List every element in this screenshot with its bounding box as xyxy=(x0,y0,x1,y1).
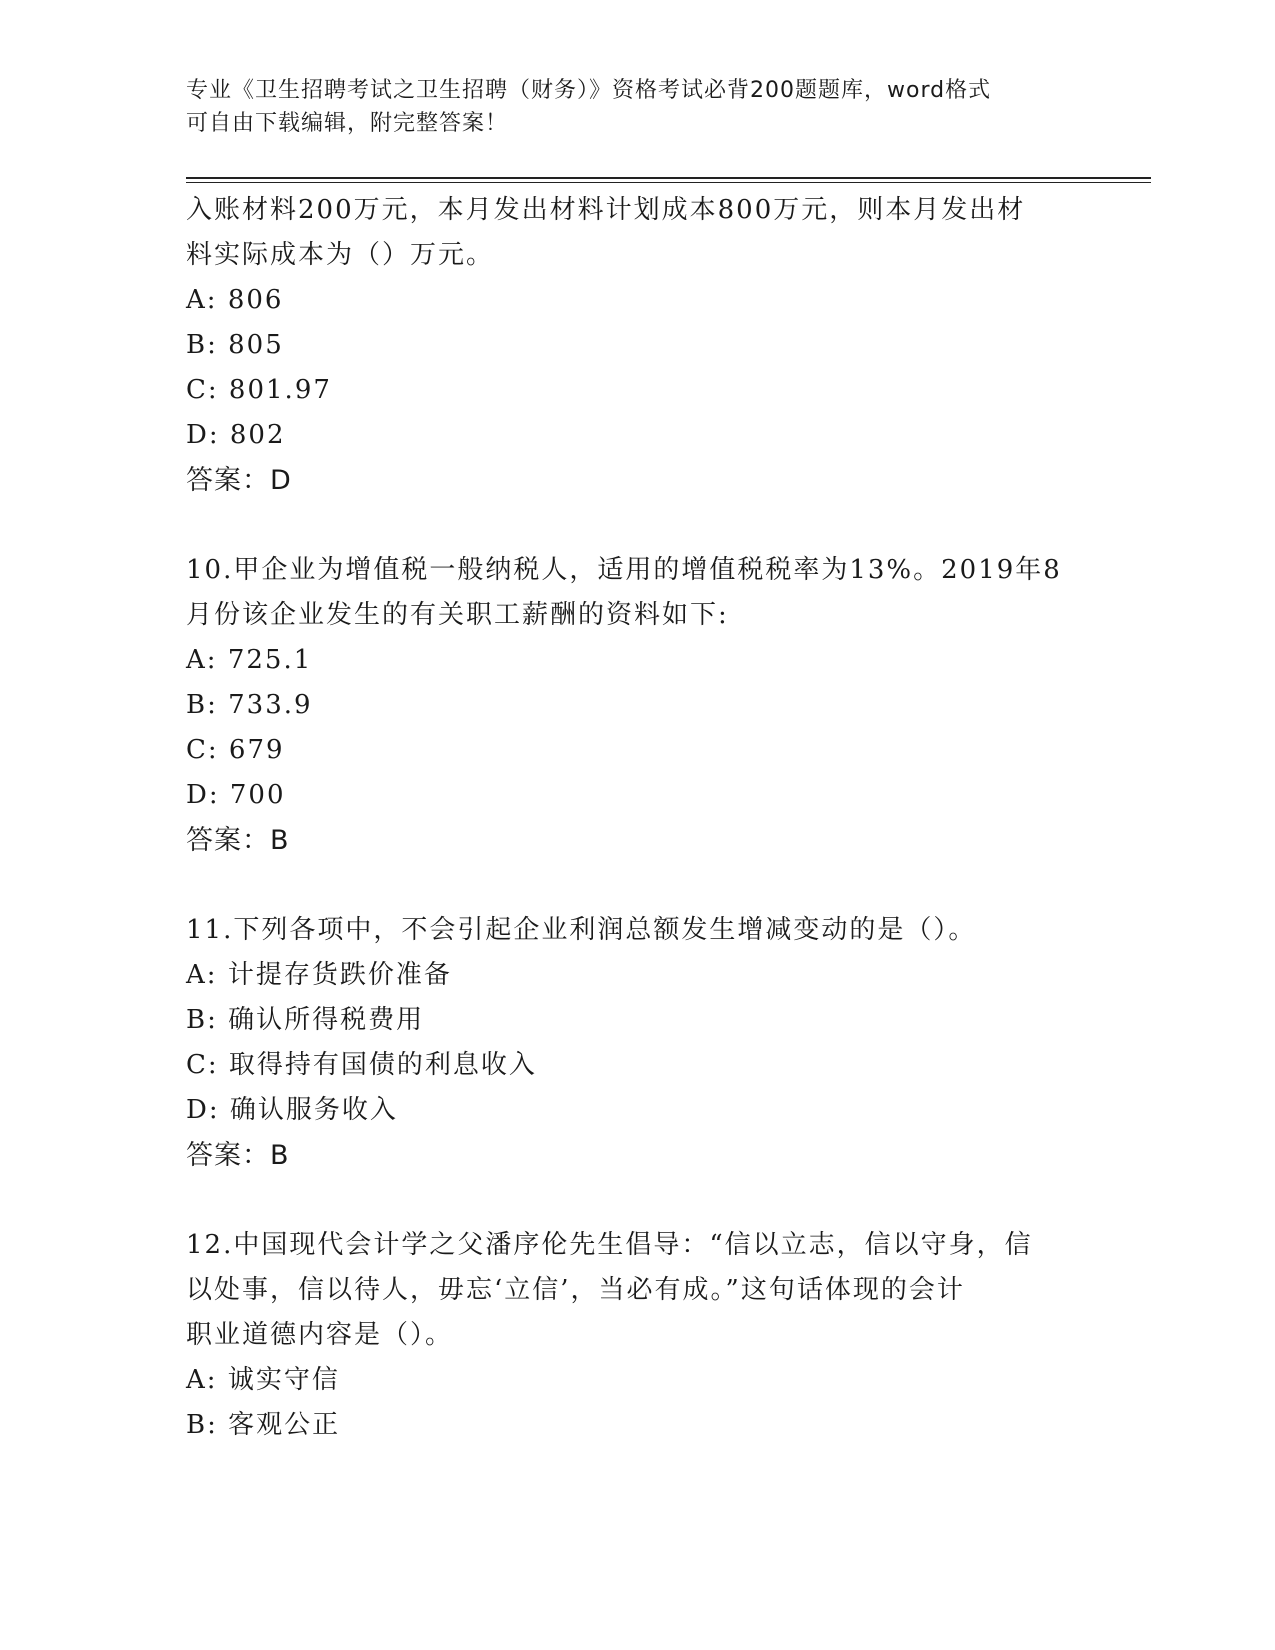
option-text: 679 xyxy=(228,735,285,765)
option-label: B: xyxy=(186,1410,218,1440)
option-text: 确认所得税费用 xyxy=(228,1005,425,1035)
answer-line: 答案：D xyxy=(186,465,292,496)
option-text: 805 xyxy=(228,330,284,360)
option-text: 诚实守信 xyxy=(227,1365,340,1395)
option-text: 确认服务收入 xyxy=(229,1095,398,1125)
question-stem-line: 10.甲企业为增值税一般纳税人，适用的增值税税率为13%。2019年8 xyxy=(186,555,1062,585)
option-a xyxy=(186,278,1086,323)
question-stem-line: 11.下列各项中，不会引起企业利润总额发生增减变动的是（）。 xyxy=(186,915,977,945)
option-label: B: xyxy=(186,1005,218,1035)
answer-line: 答案：B xyxy=(186,825,290,856)
option-label: B: xyxy=(186,330,218,360)
document-header xyxy=(186,74,1066,140)
option-b xyxy=(186,683,1086,728)
option-label: D: xyxy=(186,780,220,810)
option-text: 取得持有国债的利息收入 xyxy=(228,1050,537,1080)
question-10 xyxy=(186,548,1086,863)
option-text: 计提存货跌价准备 xyxy=(227,960,452,990)
option-b xyxy=(186,1403,1086,1448)
option-a xyxy=(186,638,1086,683)
option-label: C: xyxy=(186,375,219,405)
question-stem-line: 料实际成本为（）万元。 xyxy=(186,240,495,270)
header-line-2: 可自由下载编辑，附完整答案！ xyxy=(186,111,509,136)
question-stem-line: 入账材料200万元，本月发出材料计划成本800万元，则本月发出材 xyxy=(186,195,1026,225)
option-text: 801.97 xyxy=(228,375,332,405)
option-b xyxy=(186,998,1086,1043)
question-stem-line: 月份该企业发生的有关职工薪酬的资料如下: xyxy=(186,600,729,630)
option-d xyxy=(186,413,1086,458)
option-c xyxy=(186,1043,1086,1088)
option-text: 733.9 xyxy=(228,690,313,720)
option-d xyxy=(186,773,1086,818)
question-stem-line: 职业道德内容是（）。 xyxy=(186,1320,454,1350)
header-line-1: 专业《卫生招聘考试之卫生招聘（财务）》资格考试必背200题题库，word格式 xyxy=(186,78,992,103)
option-label: D: xyxy=(186,1095,220,1125)
answer-line: 答案：B xyxy=(186,1140,290,1171)
question-stem-line: 以处事，信以待人，毋忘‘立信’，当必有成。”这句话体现的会计 xyxy=(186,1275,965,1305)
option-a xyxy=(186,1358,1086,1403)
option-c xyxy=(186,368,1086,413)
question-stem-line: 12.中国现代会计学之父潘序伦先生倡导：“信以立志，信以守身，信 xyxy=(186,1230,1033,1260)
spacer xyxy=(186,863,1086,908)
option-a xyxy=(186,953,1086,998)
header-rule-thick xyxy=(186,177,1151,179)
option-text: 806 xyxy=(227,285,284,315)
question-12 xyxy=(186,1223,1086,1448)
option-label: C: xyxy=(186,735,219,765)
option-text: 客观公正 xyxy=(228,1410,341,1440)
option-label: A: xyxy=(186,1365,218,1395)
option-text: 725.1 xyxy=(227,645,313,675)
option-c xyxy=(186,728,1086,773)
option-b xyxy=(186,323,1086,368)
option-label: A: xyxy=(186,960,218,990)
header-rule-thin xyxy=(186,182,1151,183)
option-label: A: xyxy=(186,285,218,315)
option-label: B: xyxy=(186,690,218,720)
question-list xyxy=(186,188,1086,1448)
option-text: 802 xyxy=(229,420,286,450)
option-label: D: xyxy=(186,420,220,450)
option-text: 700 xyxy=(229,780,286,810)
spacer xyxy=(186,503,1086,548)
option-d xyxy=(186,1088,1086,1133)
option-label: C: xyxy=(186,1050,219,1080)
option-label: A: xyxy=(186,645,218,675)
question-11 xyxy=(186,908,1086,1178)
spacer xyxy=(186,1178,1086,1223)
question-9 xyxy=(186,188,1086,503)
